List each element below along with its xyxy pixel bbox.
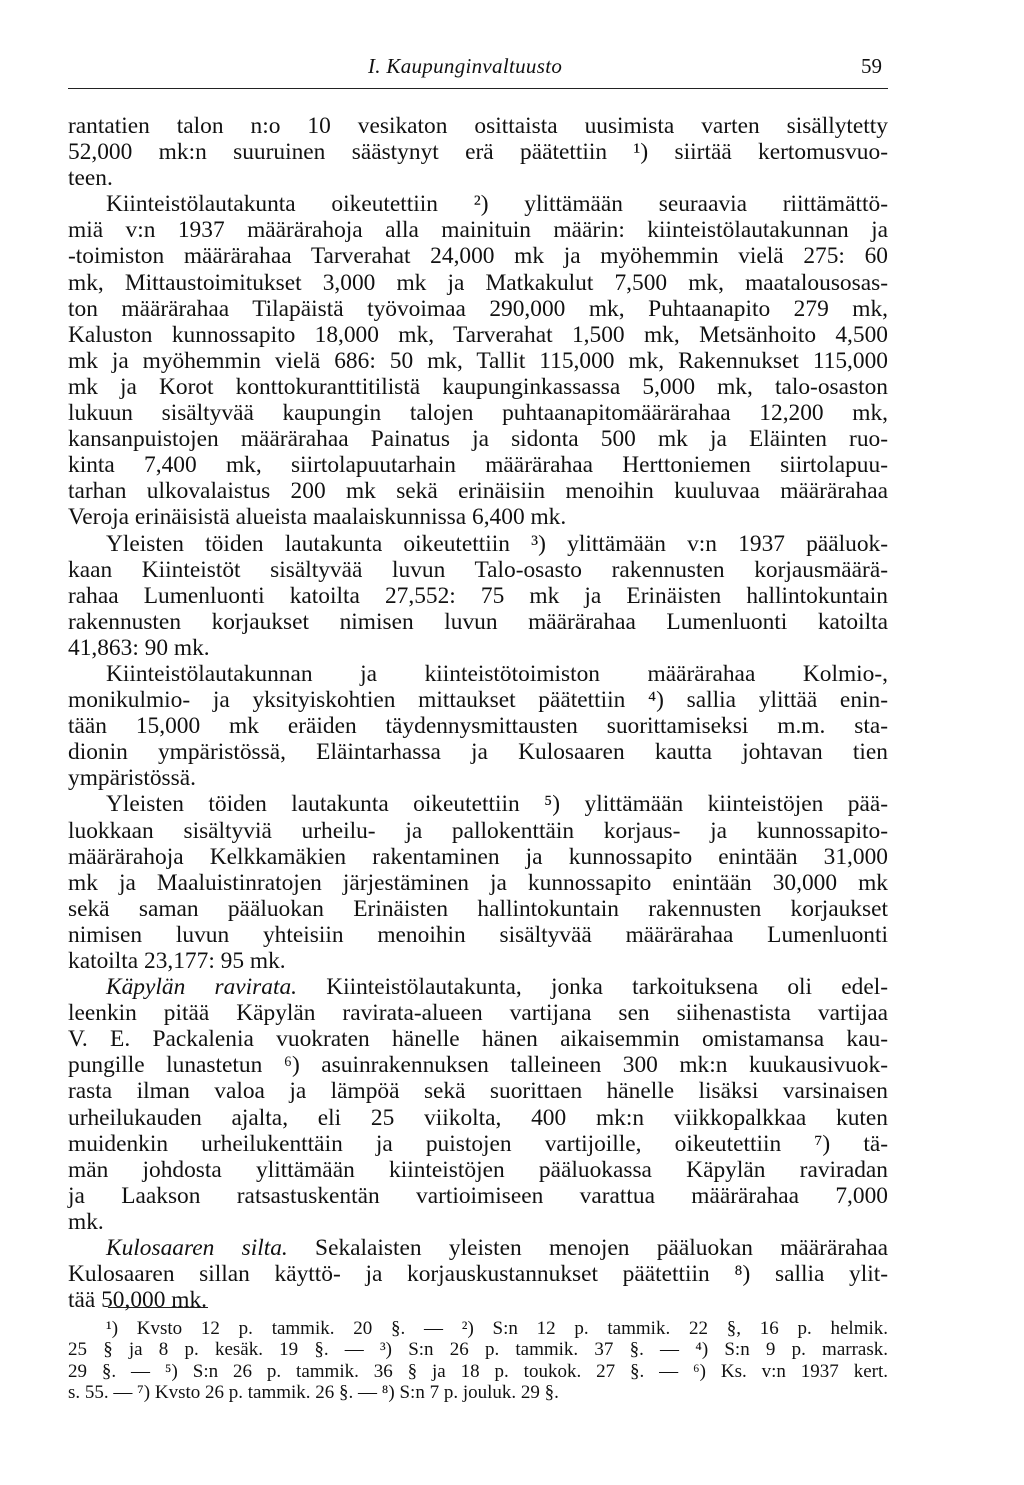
text-line: Kaluston kunnossapito 18,000 mk, Tarverahat 1,500 mk, Metsänhoito 4,500 — [68, 321, 888, 348]
text-line: määrärahoja Kelkkamäkien rakentaminen ja kunnossapito enintään 31,000 — [68, 843, 888, 870]
text-line: leenkin pitää Käpylän ravirata-alueen vartijana sen siihenastista vartijaa — [68, 1000, 888, 1027]
text-line: luokkaan sisältyviä urheilu- ja pallokenttäin korjaus- ja kunnossapito- — [68, 817, 888, 844]
footnote-line: s. 55. — ⁷) Kvsto 26 p. tammik. 26 §. — ⁸) S:n 7 p. jouluk. 29 §. — [68, 1382, 559, 1404]
text-line: ympäristössä. — [68, 765, 196, 792]
section-heading-kapylan-ravirata: Käpylän ravirata. — [106, 974, 297, 1001]
text-line: rasta ilman valoa ja lämpöä sekä suorittaen hänelle lisäksi varsinaisen — [68, 1078, 888, 1105]
header-rule — [68, 88, 888, 89]
text-line: kinta 7,400 mk, siirtolapuutarhain määrärahaa Herttoniemen siirtolapuu- — [68, 452, 888, 479]
text-line: rakennusten korjaukset nimisen luvun määrärahaa Lumenluonti katoilta — [68, 608, 888, 635]
text-line: kansanpuistojen määrärahaa Painatus ja sidonta 500 mk ja Eläinten ruo- — [68, 426, 888, 453]
text-line: -toimiston määrärahaa Tarverahat 24,000 mk ja myöhemmin vielä 275: 60 — [68, 243, 888, 270]
text-line: urheilukauden ajalta, eli 25 viikolta, 400 mk:n viikkopalkkaa kuten — [68, 1104, 888, 1131]
page-header — [68, 54, 888, 84]
text-line: män johdosta ylittämään kiinteistöjen pääluokassa Käpylän raviradan — [68, 1156, 888, 1183]
text-line: rahaa Lumenluonti katoilta 27,552: 75 mk ja Erinäisten hallintokuntain — [68, 582, 888, 609]
body-text — [68, 113, 888, 1313]
text-line: mk ja Maaluistinratojen järjestäminen ja kunnossapito enintään 30,000 mk — [68, 869, 888, 896]
paragraph-start-line — [68, 974, 888, 1000]
paragraph-start-line: Yleisten töiden lautakunta oikeutettiin ⁵) ylittämään kiinteistöjen pää- — [106, 791, 888, 818]
text-line: katoilta 23,177: 95 mk. — [68, 948, 286, 974]
text-line: 52,000 mk:n suuruinen säästynyt erä päätettiin ¹) siirtää kertomusvuo- — [68, 139, 888, 166]
text-line: mk. — [68, 1208, 104, 1235]
text-line: tää 50,000 mk. — [68, 1287, 208, 1314]
text-line: dionin ympäristössä, Eläintarhassa ja Kulosaaren kautta johtavan tien — [68, 739, 888, 766]
text-line: teen. — [68, 165, 113, 192]
text-line: mk ja myöhemmin vielä 686: 50 mk, Tallit 115,000 mk, Rakennukset 115,000 — [68, 347, 888, 374]
text-line: ja Laakson ratsastuskentän vartioimiseen varattua määrärahaa 7,000 — [68, 1182, 888, 1209]
page-number: 59 — [861, 54, 882, 78]
text-run: Sekalaisten yleisten menojen pääluokan määrärahaa — [287, 1235, 888, 1262]
text-line: ton määrärahaa Tilapäistä työvoimaa 290,000 mk, Puhtaanapito 279 mk, — [68, 295, 888, 322]
text-line: mk ja Korot konttokuranttitilistä kaupunginkassassa 5,000 mk, talo-osaston — [68, 373, 888, 400]
footnote-rule — [108, 1307, 208, 1308]
paragraph-start-line: Yleisten töiden lautakunta oikeutettiin ³) ylittämään v:n 1937 pääluok- — [106, 530, 888, 557]
footnote-line: 25 § ja 8 p. kesäk. 19 §. — ³) S:n 26 p. tammik. 37 §. — ⁴) S:n 9 p. marrask. — [68, 1339, 888, 1361]
text-line: tään 15,000 mk eräiden täydennysmittausten suorittamiseksi m.m. sta- — [68, 713, 888, 740]
text-line: nimisen luvun yhteisiin menoihin sisältyvää määrärahaa Lumenluonti — [68, 921, 888, 948]
text-line: lukuun sisältyvää kaupungin talojen puhtaanapitomäärärahaa 12,200 mk, — [68, 400, 888, 427]
text-line: Kulosaaren sillan käyttö- ja korjauskustannukset päätettiin ⁸) sallia ylit- — [68, 1261, 888, 1288]
text-line: Veroja erinäisistä alueista maalaiskunnissa 6,400 mk. — [68, 504, 567, 531]
text-line: V. E. Packalenia vuokraten hänelle hänen aikaisemmin omistamansa kau- — [68, 1026, 888, 1053]
text-line: 41,863: 90 mk. — [68, 634, 210, 661]
paragraph-start-line: Kiinteistölautakunnan ja kiinteistötoimiston määrärahaa Kolmio-, — [106, 660, 888, 687]
footnote-line: 29 §. — ⁵) S:n 26 p. tammik. 36 § ja 18 p. toukok. 27 §. — ⁶) Ks. v:n 1937 kert. — [68, 1360, 888, 1382]
section-heading-kulosaaren-silta: Kulosaaren silta. — [106, 1235, 288, 1262]
text-line: miä v:n 1937 määrärahoja alla mainituin määrin: kiinteistölautakunnan ja — [68, 217, 888, 244]
paragraph-start-line — [68, 1235, 888, 1261]
text-line: tarhan ulkovalaistus 200 mk sekä erinäisiin menoihin kuuluvaa määrärahaa — [68, 478, 888, 505]
text-line: sekä saman pääluokan Erinäisten hallintokuntain rakennusten korjaukset — [68, 895, 888, 922]
footnote-line: ¹) Kvsto 12 p. tammik. 20 §. — ²) S:n 12 p. tammik. 22 §, 16 p. helmik. — [106, 1318, 888, 1339]
text-run: Kiinteistölautakunta, jonka tarkoituksena oli edel- — [297, 974, 888, 1001]
text-line: pungille lunastetun ⁶) asuinrakennuksen talleineen 300 mk:n kuukausivuok- — [68, 1052, 888, 1079]
footnotes — [68, 1318, 888, 1404]
text-line: monikulmio- ja yksityiskohtien mittaukset päätettiin ⁴) sallia ylittää enin- — [68, 687, 888, 714]
running-head: I. Kaupunginvaltuusto — [368, 54, 563, 78]
text-line: mk, Mittaustoimitukset 3,000 mk ja Matkakulut 7,500 mk, maatalousosas- — [68, 269, 888, 296]
text-line: muidenkin urheilukenttäin ja puistojen vartijoille, oikeutettiin ⁷) tä- — [68, 1130, 888, 1157]
text-line: kaan Kiinteistöt sisältyvää luvun Talo-osasto rakennusten korjausmäärä- — [68, 556, 888, 583]
text-line: rantatien talon n:o 10 vesikaton osittaista uusimista varten sisällytetty — [68, 113, 888, 139]
paragraph-start-line: Kiinteistölautakunta oikeutettiin ²) ylittämään seuraavia riittämättö- — [106, 191, 888, 218]
